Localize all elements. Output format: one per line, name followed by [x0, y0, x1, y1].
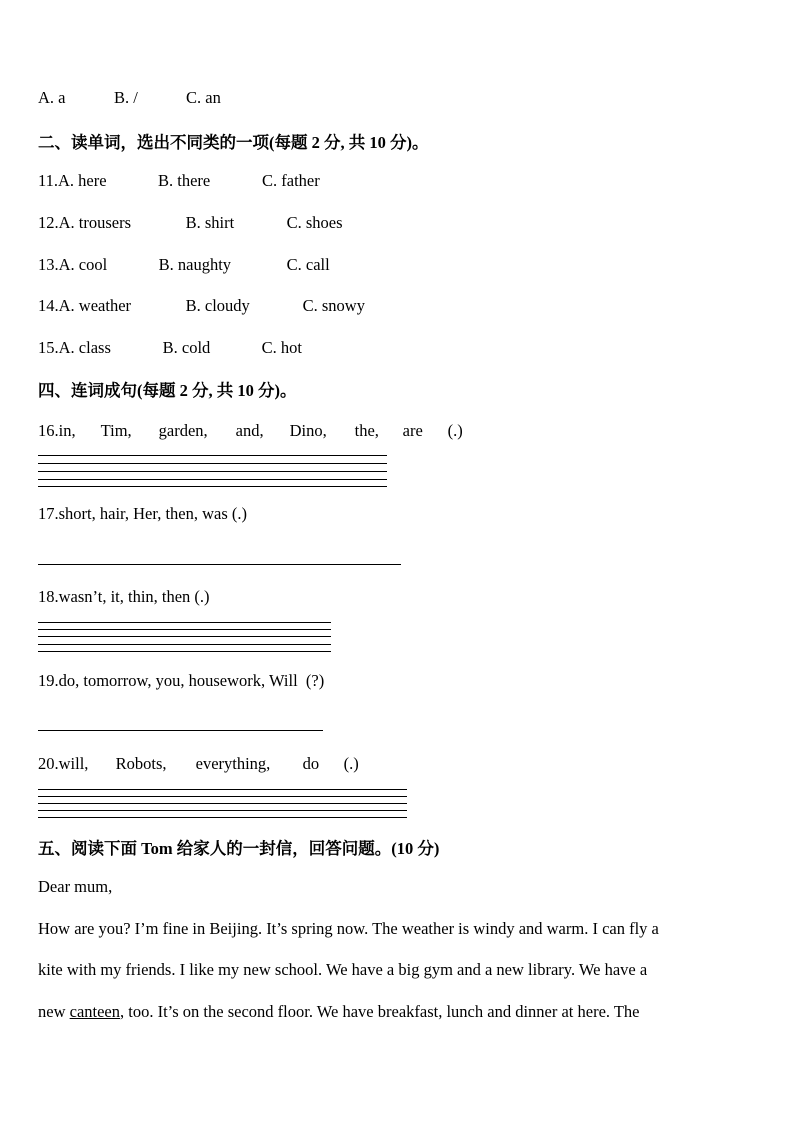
option-a: A. trousers — [58, 213, 132, 232]
answer-line — [38, 644, 331, 645]
option-c: C. father — [262, 171, 320, 190]
q10-option-c: C. an — [186, 88, 221, 107]
word: and, — [235, 421, 264, 440]
question-words: wasn’t, it, thin, then (.) — [58, 587, 210, 606]
section5-title-name: Tom — [141, 839, 173, 858]
word: do — [302, 754, 320, 773]
question-18 — [38, 587, 210, 607]
question-12 — [38, 213, 343, 233]
question-16 — [38, 421, 463, 441]
word: Dino, — [289, 421, 327, 440]
question-11 — [38, 171, 320, 191]
answer-line — [38, 622, 331, 623]
word: will, — [58, 754, 89, 773]
answer-line — [38, 803, 407, 804]
option-a: A. class — [58, 338, 111, 357]
question-13 — [38, 255, 330, 275]
option-c: C. shoes — [286, 213, 343, 232]
word: the, — [354, 421, 379, 440]
question-number: 11. — [38, 171, 59, 190]
question-20 — [38, 754, 359, 774]
question-number: 12. — [38, 213, 59, 232]
word: are — [402, 421, 423, 440]
option-b: B. naughty — [158, 255, 232, 274]
answer-line — [38, 629, 331, 630]
section2-title: 二、读单词，选出不同类的一项(每题 2 分, 共 10 分)。 — [38, 133, 429, 152]
question-number: 16. — [38, 421, 59, 440]
answer-line — [38, 471, 387, 472]
answer-line — [38, 817, 407, 818]
answer-line — [38, 796, 407, 797]
option-a: A. cool — [58, 255, 108, 274]
question-19 — [38, 671, 324, 691]
question-words: do, tomorrow, you, housework, Will (?) — [58, 671, 325, 690]
option-b: B. there — [158, 171, 211, 190]
option-b: B. shirt — [185, 213, 235, 232]
q10-options — [38, 88, 221, 108]
question-number: 15. — [38, 338, 59, 357]
question-number: 19. — [38, 671, 59, 690]
question-15 — [38, 338, 302, 358]
section5-title-part: 五、阅读下面 — [38, 839, 142, 858]
question-number: 20. — [38, 754, 59, 773]
section4-title: 四、连词成句(每题 2 分, 共 10 分)。 — [38, 381, 297, 400]
question-number: 13. — [38, 255, 59, 274]
letter-text: new — [38, 1002, 70, 1021]
letter-line-3 — [38, 1002, 744, 1022]
answer-line — [38, 730, 323, 731]
question-words: short, hair, Her, then, was (.) — [58, 504, 247, 523]
question-number: 17. — [38, 504, 59, 523]
answer-line — [38, 564, 401, 565]
question-17 — [38, 504, 247, 524]
word: (.) — [343, 754, 359, 773]
question-number: 18. — [38, 587, 59, 606]
section5-title-part: 给家人的一封信，回答问题。(10 分) — [172, 839, 440, 858]
question-number: 14. — [38, 296, 59, 315]
word: everything, — [195, 754, 271, 773]
answer-line — [38, 636, 331, 637]
answer-line — [38, 651, 331, 652]
word: Tim, — [100, 421, 132, 440]
question-14 — [38, 296, 365, 316]
word: garden, — [158, 421, 208, 440]
word: Robots, — [115, 754, 167, 773]
answer-line — [38, 455, 387, 456]
answer-line — [38, 463, 387, 464]
letter-greeting: Dear mum, — [38, 877, 113, 896]
underlined-word: canteen — [69, 1002, 121, 1021]
option-c: C. snowy — [302, 296, 365, 315]
q10-option-b: B. / — [114, 88, 138, 107]
word: in, — [58, 421, 76, 440]
word: (.) — [447, 421, 463, 440]
letter-text: , too. It’s on the second floor. We have breakfast, lunch and dinner at here. The — [120, 1002, 640, 1021]
q10-option-a: A. a — [38, 88, 66, 107]
answer-line — [38, 810, 407, 811]
option-a: A. here — [58, 171, 107, 190]
answer-line — [38, 479, 387, 480]
option-c: C. call — [286, 255, 330, 274]
letter-line-2: kite with my friends. I like my new school. We have a big gym and a new library. We have a — [38, 960, 648, 979]
answer-line — [38, 789, 407, 790]
letter-line-1: How are you? I’m fine in Beijing. It’s spring now. The weather is windy and warm. I can fly a — [38, 919, 659, 938]
option-b: B. cold — [162, 338, 211, 357]
option-b: B. cloudy — [185, 296, 250, 315]
option-c: C. hot — [261, 338, 302, 357]
answer-line — [38, 486, 387, 487]
section5-title — [38, 835, 439, 859]
option-a: A. weather — [58, 296, 132, 315]
